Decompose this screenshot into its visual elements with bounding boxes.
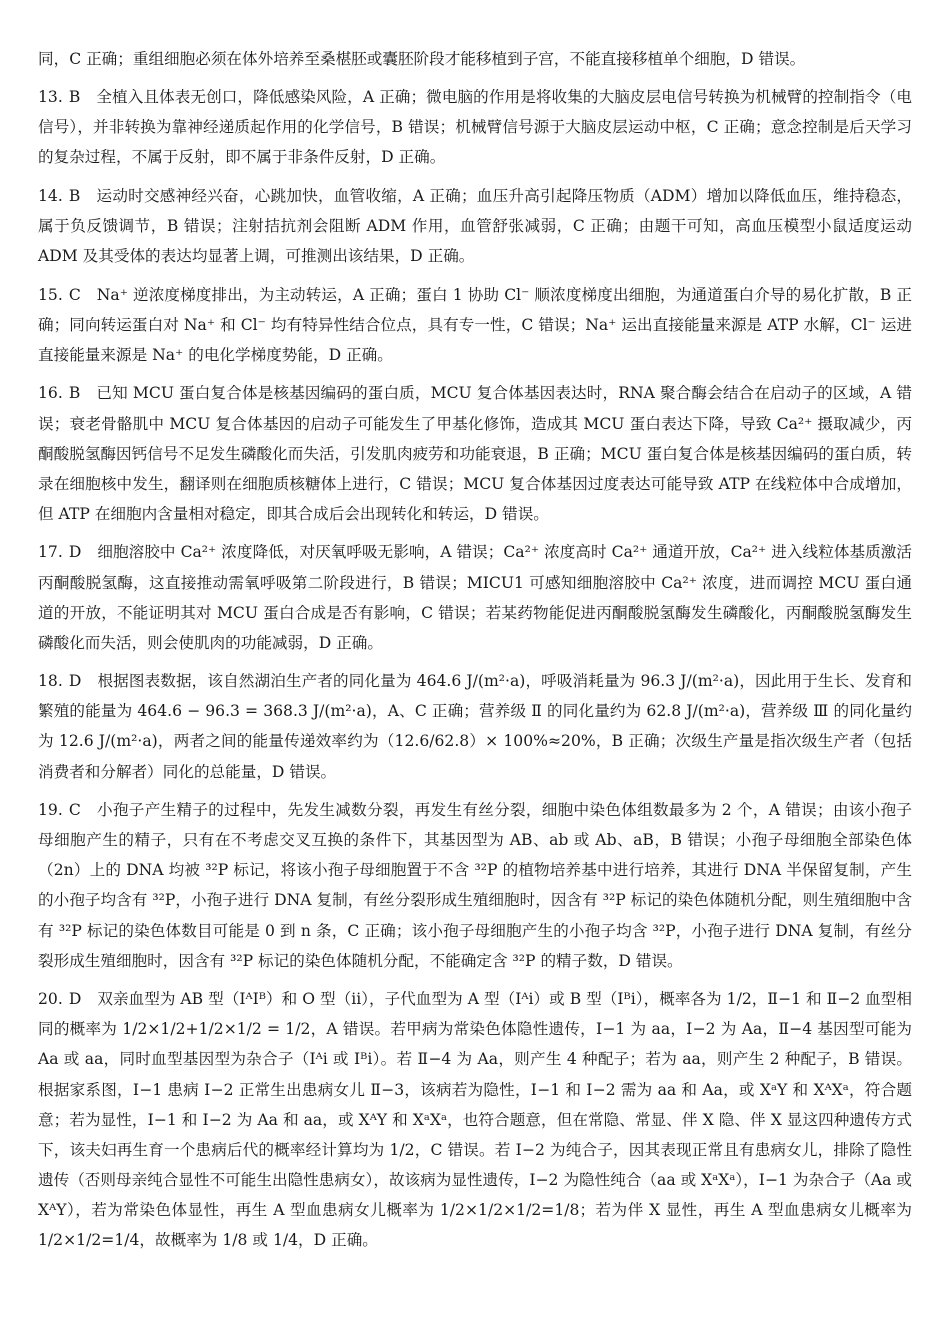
item-explanation: 运动时交感神经兴奋，心跳加快，血管收缩，A 正确；血压升高引起降压物质（ADM）增加以降低血压，维持稳态，属于负反馈调节，B 错误；注射拮抗剂会阻断 ADM 作用，血管舒张减弱，C 正确；由题干可知，高血压模型小鼠适度运动 ADM 及其受体的表达均显著上调，可推测出该结果，D 正确。	[38, 186, 912, 266]
answer-item-14	[38, 181, 912, 271]
item-explanation: Na⁺ 逆浓度梯度排出，为主动转运，A 正确；蛋白 1 协助 Cl⁻ 顺浓度梯度出细胞，为通道蛋白介导的易化扩散，B 正确；同向转运蛋白对 Na⁺ 和 Cl⁻ 均有特异性结合位点，具有专一性，C 错误；Na⁺ 运出直接能量来源是 ATP 水解，Cl⁻ 运进直接能量来源是 Na⁺ 的电化学梯度势能，D 正确。	[38, 285, 912, 364]
item-explanation: 已知 MCU 蛋白复合体是核基因编码的蛋白质，MCU 复合体基因表达时，RNA 聚合酶会结合在启动子的区域，A 错误；衰老骨骼肌中 MCU 复合体基因的启动子可能发生了甲基化修饰，造成其 MCU 蛋白表达下降，导致 Ca²⁺ 摄取减少，丙酮酸脱氢酶因钙信号不足发生磷酸化而失活，引发肌肉疲劳和功能衰退，B 正确；MCU 蛋白复合体是核基因编码的蛋白质，转录在细胞核中发生，翻译则在细胞质核糖体上进行，C 错误；MCU 复合体基因过度表达可能导致 ATP 在线粒体中合成增加，但 ATP 在细胞内含量相对稳定，即其合成后会出现转化和转运，D 错误。	[38, 384, 912, 523]
intro-text: 同，C 正确；重组细胞必须在体外培养至桑椹胚或囊胚阶段才能移植到子宫，不能直接移植单个细胞，D 错误。	[38, 50, 806, 68]
item-explanation: 根据图表数据，该自然湖泊生产者的同化量为 464.6 J/(m²·a)，呼吸消耗量为 96.3 J/(m²·a)，因此用于生长、发育和繁殖的能量为 464.6 − 96.3 = 368.3 J/(m²·a)，A、C 正确；营养级 Ⅱ 的同化量约为 62.8 J/(m²·a)，营养级 Ⅲ 的同化量约为 12.6 J/(m²·a)，两者之间的能量传递效率约为（12.6/62.8）× 100%≈20%，B 正确；次级生产量是指次级生产者（包括消费者和分解者）同化的总能量，D 错误。	[38, 672, 912, 781]
item-number: 14.	[38, 186, 63, 205]
answer-item-13	[38, 82, 912, 172]
item-answer: B	[68, 88, 81, 107]
item-number: 18.	[38, 672, 63, 691]
item-number: 19.	[38, 801, 63, 820]
answer-item-20	[38, 984, 912, 1255]
item-answer: B	[68, 186, 81, 205]
item-answer: C	[68, 285, 81, 304]
item-answer: C	[68, 801, 81, 820]
item-explanation: 小孢子产生精子的过程中，先发生减数分裂，再发生有丝分裂，细胞中染色体组数最多为 2 个，A 错误；由该小孢子母细胞产生的精子，只有在不考虑交叉互换的条件下，其基因型为 AB、ab 或 Ab、aB，B 错误；小孢子母细胞全部染色体（2n）上的 DNA 均被 ³²P 标记，将该小孢子母细胞置于不含 ³²P 的植物培养基中进行培养，其进行 DNA 半保留复制，产生的小孢子均含有 ³²P，小孢子进行 DNA 复制，有丝分裂形成生殖细胞时，因含有 ³²P 标记的染色体随机分配，则生殖细胞中含有 ³²P 标记的染色体数目可能是 0 到 n 条，C 正确；该小孢子母细胞产生的小孢子均含 ³²P，小孢子进行 DNA 复制，有丝分裂形成生殖细胞时，因含有 ³²P 标记的染色体随机分配，不能确定含 ³²P 的精子数，D 错误。	[38, 801, 912, 970]
intro-paragraph	[38, 44, 912, 74]
answer-item-15	[38, 280, 912, 370]
item-answer: D	[68, 672, 82, 691]
item-explanation: 全植入且体表无创口，降低感染风险，A 正确；微电脑的作用是将收集的大脑皮层电信号转换为机械臂的控制指令（电信号），并非转换为靠神经递质起作用的化学信号，B 错误；机械臂信号源于大脑皮层运动中枢，C 正确；意念控制是后天学习的复杂过程，不属于反射，即不属于非条件反射，D 正确。	[38, 88, 912, 167]
item-answer: D	[68, 543, 82, 562]
answer-item-18	[38, 666, 912, 786]
item-number: 13.	[38, 88, 63, 107]
item-number: 16.	[38, 384, 63, 403]
answer-item-16	[38, 378, 912, 528]
item-answer: B	[68, 384, 81, 403]
item-number: 17.	[38, 543, 63, 562]
item-explanation: 双亲血型为 AB 型（IᴬIᴮ）和 O 型（ii），子代血型为 A 型（Iᴬi）或 B 型（Iᴮi），概率各为 1/2，Ⅱ−1 和 Ⅱ−2 血型相同的概率为 1/2×1/2+1/2×1/2 = 1/2，A 错误。若甲病为常染色体隐性遗传，Ⅰ−1 为 aa，Ⅰ−2 为 Aa，Ⅱ−4 基因型可能为 Aa 或 aa，同时血型基因型为杂合子（Iᴬi 或 Iᴮi）。若 Ⅱ−4 为 Aa，则产生 4 种配子；若为 aa，则产生 2 种配子，B 错误。根据家系图，Ⅰ−1 患病 Ⅰ−2 正常生出患病女儿 Ⅱ−3，该病若为隐性，Ⅰ−1 和 Ⅰ−2 需为 aa 和 Aa，或 XᵃY 和 XᴬXᵃ，符合题意；若为显性，Ⅰ−1 和 Ⅰ−2 为 Aa 和 aa，或 XᴬY 和 XᵃXᵃ，也符合题意，但在常隐、常显、伴 X 隐、伴 X 显这四种遗传方式下，该夫妇再生育一个患病后代的概率经计算均为 1/2，C 错误。若 Ⅰ−2 为纯合子，因其表现正常且有患病女儿，排除了隐性遗传（否则母亲纯合显性不可能生出隐性患病女），故该病为显性遗传，Ⅰ−2 为隐性纯合（aa 或 XᵃXᵃ），Ⅰ−1 为杂合子（Aa 或 XᴬY），若为常染色体显性，再生 A 型血患病女儿概率为 1/2×1/2×1/2=1/8；若为伴 X 显性，再生 A 型血患病女儿概率为 1/2×1/2=1/4，故概率为 1/8 或 1/4，D 正确。	[38, 990, 912, 1249]
item-answer: D	[68, 990, 82, 1009]
item-number: 15.	[38, 285, 63, 304]
answer-item-19	[38, 795, 912, 976]
item-explanation: 细胞溶胶中 Ca²⁺ 浓度降低，对厌氧呼吸无影响，A 错误；Ca²⁺ 浓度高时 Ca²⁺ 通道开放，Ca²⁺ 进入线粒体基质激活丙酮酸脱氢酶，这直接推动需氧呼吸第二阶段进行，B 错误；MICU1 可感知细胞溶胶中 Ca²⁺ 浓度，进而调控 MCU 蛋白通道的开放，不能证明其对 MCU 蛋白合成是否有影响，C 错误；若某药物能促进丙酮酸脱氢酶发生磷酸化，丙酮酸脱氢酶发生磷酸化而失活，则会使肌肉的功能减弱，D 正确。	[38, 543, 912, 652]
item-number: 20.	[38, 990, 63, 1009]
answer-item-17	[38, 537, 912, 657]
